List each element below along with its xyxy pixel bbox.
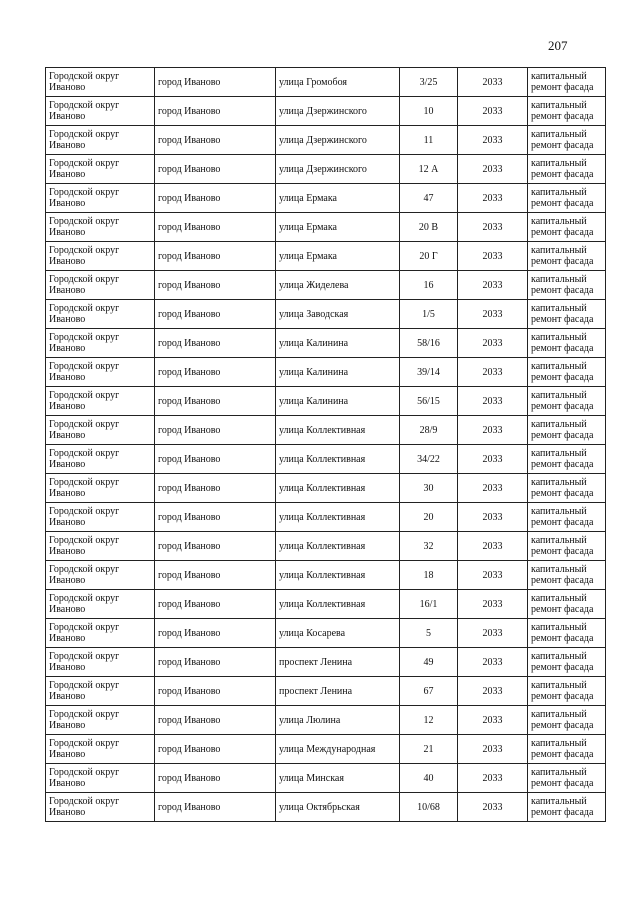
city-cell: город Иваново — [155, 503, 276, 532]
planned-year-cell: 2033 — [458, 184, 528, 213]
street-cell: улица Калинина — [276, 329, 400, 358]
house-number-cell: 39/14 — [400, 358, 458, 387]
house-number-cell: 20 В — [400, 213, 458, 242]
street-cell: улица Международная — [276, 735, 400, 764]
work-type-cell: капитальный ремонт фасада — [528, 184, 606, 213]
work-type-cell: капитальный ремонт фасада — [528, 213, 606, 242]
street-cell: улица Минская — [276, 764, 400, 793]
street-cell: улица Коллективная — [276, 474, 400, 503]
work-type-cell: капитальный ремонт фасада — [528, 764, 606, 793]
planned-year-cell: 2033 — [458, 242, 528, 271]
municipality-cell: Городской округ Иваново — [46, 358, 155, 387]
table-row — [46, 416, 606, 445]
house-number-cell: 3/25 — [400, 68, 458, 97]
work-type-cell: капитальный ремонт фасада — [528, 387, 606, 416]
table-row — [46, 387, 606, 416]
municipality-cell: Городской округ Иваново — [46, 735, 155, 764]
work-type-cell: капитальный ремонт фасада — [528, 590, 606, 619]
city-cell: город Иваново — [155, 155, 276, 184]
table-row — [46, 97, 606, 126]
planned-year-cell: 2033 — [458, 735, 528, 764]
city-cell: город Иваново — [155, 793, 276, 822]
planned-year-cell: 2033 — [458, 271, 528, 300]
planned-year-cell: 2033 — [458, 68, 528, 97]
house-number-cell: 30 — [400, 474, 458, 503]
planned-year-cell: 2033 — [458, 706, 528, 735]
planned-year-cell: 2033 — [458, 619, 528, 648]
city-cell: город Иваново — [155, 706, 276, 735]
work-type-cell: капитальный ремонт фасада — [528, 155, 606, 184]
table-row — [46, 300, 606, 329]
municipality-cell: Городской округ Иваново — [46, 97, 155, 126]
street-cell: улица Коллективная — [276, 532, 400, 561]
table-row — [46, 619, 606, 648]
city-cell: город Иваново — [155, 184, 276, 213]
city-cell: город Иваново — [155, 300, 276, 329]
planned-year-cell: 2033 — [458, 648, 528, 677]
street-cell: улица Громобоя — [276, 68, 400, 97]
city-cell: город Иваново — [155, 329, 276, 358]
house-number-cell: 47 — [400, 184, 458, 213]
municipality-cell: Городской округ Иваново — [46, 677, 155, 706]
planned-year-cell: 2033 — [458, 590, 528, 619]
city-cell: город Иваново — [155, 590, 276, 619]
table-row — [46, 358, 606, 387]
planned-year-cell: 2033 — [458, 387, 528, 416]
house-number-cell: 11 — [400, 126, 458, 155]
municipality-cell: Городской округ Иваново — [46, 213, 155, 242]
municipality-cell: Городской округ Иваново — [46, 474, 155, 503]
street-cell: улица Калинина — [276, 358, 400, 387]
house-number-cell: 12 — [400, 706, 458, 735]
street-cell: улица Коллективная — [276, 416, 400, 445]
planned-year-cell: 2033 — [458, 155, 528, 184]
house-number-cell: 28/9 — [400, 416, 458, 445]
table-row — [46, 242, 606, 271]
work-type-cell: капитальный ремонт фасада — [528, 242, 606, 271]
house-number-cell: 10/68 — [400, 793, 458, 822]
table-row — [46, 126, 606, 155]
planned-year-cell: 2033 — [458, 126, 528, 155]
house-number-cell: 18 — [400, 561, 458, 590]
municipality-cell: Городской округ Иваново — [46, 793, 155, 822]
city-cell: город Иваново — [155, 97, 276, 126]
street-cell: улица Жиделева — [276, 271, 400, 300]
table-row — [46, 329, 606, 358]
street-cell: улица Коллективная — [276, 503, 400, 532]
planned-year-cell: 2033 — [458, 445, 528, 474]
table-body — [46, 68, 606, 822]
work-type-cell: капитальный ремонт фасада — [528, 416, 606, 445]
house-number-cell: 49 — [400, 648, 458, 677]
municipality-cell: Городской округ Иваново — [46, 532, 155, 561]
city-cell: город Иваново — [155, 126, 276, 155]
table-row — [46, 474, 606, 503]
work-type-cell: капитальный ремонт фасада — [528, 561, 606, 590]
work-type-cell: капитальный ремонт фасада — [528, 503, 606, 532]
house-number-cell: 67 — [400, 677, 458, 706]
city-cell: город Иваново — [155, 213, 276, 242]
city-cell: город Иваново — [155, 561, 276, 590]
work-type-cell: капитальный ремонт фасада — [528, 793, 606, 822]
table-row — [46, 155, 606, 184]
table-row — [46, 648, 606, 677]
city-cell: город Иваново — [155, 619, 276, 648]
table-row — [46, 590, 606, 619]
street-cell: улица Дзержинского — [276, 155, 400, 184]
municipality-cell: Городской округ Иваново — [46, 155, 155, 184]
house-number-cell: 1/5 — [400, 300, 458, 329]
house-number-cell: 34/22 — [400, 445, 458, 474]
city-cell: город Иваново — [155, 387, 276, 416]
municipality-cell: Городской округ Иваново — [46, 619, 155, 648]
municipality-cell: Городской округ Иваново — [46, 648, 155, 677]
municipality-cell: Городской округ Иваново — [46, 300, 155, 329]
municipality-cell: Городской округ Иваново — [46, 68, 155, 97]
city-cell: город Иваново — [155, 474, 276, 503]
municipality-cell: Городской округ Иваново — [46, 706, 155, 735]
work-type-cell: капитальный ремонт фасада — [528, 735, 606, 764]
house-number-cell: 20 Г — [400, 242, 458, 271]
house-number-cell: 16/1 — [400, 590, 458, 619]
street-cell: улица Коллективная — [276, 561, 400, 590]
work-type-cell: капитальный ремонт фасада — [528, 706, 606, 735]
planned-year-cell: 2033 — [458, 503, 528, 532]
municipality-cell: Городской округ Иваново — [46, 590, 155, 619]
planned-year-cell: 2033 — [458, 358, 528, 387]
city-cell: город Иваново — [155, 242, 276, 271]
municipality-cell: Городской округ Иваново — [46, 387, 155, 416]
work-type-cell: капитальный ремонт фасада — [528, 619, 606, 648]
municipality-cell: Городской округ Иваново — [46, 126, 155, 155]
planned-year-cell: 2033 — [458, 300, 528, 329]
table-row — [46, 793, 606, 822]
municipality-cell: Городской округ Иваново — [46, 329, 155, 358]
work-type-cell: капитальный ремонт фасада — [528, 300, 606, 329]
street-cell: улица Ермака — [276, 184, 400, 213]
work-type-cell: капитальный ремонт фасада — [528, 677, 606, 706]
house-number-cell: 58/16 — [400, 329, 458, 358]
house-number-cell: 16 — [400, 271, 458, 300]
table-row — [46, 213, 606, 242]
table-row — [46, 706, 606, 735]
house-number-cell: 40 — [400, 764, 458, 793]
planned-year-cell: 2033 — [458, 97, 528, 126]
street-cell: улица Дзержинского — [276, 126, 400, 155]
municipality-cell: Городской округ Иваново — [46, 242, 155, 271]
street-cell: улица Заводская — [276, 300, 400, 329]
table-row — [46, 735, 606, 764]
work-type-cell: капитальный ремонт фасада — [528, 474, 606, 503]
house-number-cell: 32 — [400, 532, 458, 561]
repair-schedule-table — [45, 67, 606, 822]
city-cell: город Иваново — [155, 735, 276, 764]
street-cell: улица Коллективная — [276, 445, 400, 474]
city-cell: город Иваново — [155, 416, 276, 445]
house-number-cell: 21 — [400, 735, 458, 764]
house-number-cell: 56/15 — [400, 387, 458, 416]
street-cell: улица Октябрьская — [276, 793, 400, 822]
municipality-cell: Городской округ Иваново — [46, 445, 155, 474]
planned-year-cell: 2033 — [458, 329, 528, 358]
street-cell: проспект Ленина — [276, 677, 400, 706]
municipality-cell: Городской округ Иваново — [46, 184, 155, 213]
city-cell: город Иваново — [155, 68, 276, 97]
city-cell: город Иваново — [155, 271, 276, 300]
street-cell: улица Ермака — [276, 213, 400, 242]
street-cell: проспект Ленина — [276, 648, 400, 677]
planned-year-cell: 2033 — [458, 764, 528, 793]
municipality-cell: Городской округ Иваново — [46, 764, 155, 793]
planned-year-cell: 2033 — [458, 532, 528, 561]
planned-year-cell: 2033 — [458, 213, 528, 242]
street-cell: улица Люлина — [276, 706, 400, 735]
house-number-cell: 20 — [400, 503, 458, 532]
street-cell: улица Коллективная — [276, 590, 400, 619]
work-type-cell: капитальный ремонт фасада — [528, 532, 606, 561]
house-number-cell: 5 — [400, 619, 458, 648]
city-cell: город Иваново — [155, 764, 276, 793]
street-cell: улица Косарева — [276, 619, 400, 648]
planned-year-cell: 2033 — [458, 561, 528, 590]
page-number: 207 — [548, 38, 568, 53]
municipality-cell: Городской округ Иваново — [46, 503, 155, 532]
table-row — [46, 561, 606, 590]
work-type-cell: капитальный ремонт фасада — [528, 648, 606, 677]
table-row — [46, 68, 606, 97]
planned-year-cell: 2033 — [458, 677, 528, 706]
city-cell: город Иваново — [155, 445, 276, 474]
work-type-cell: капитальный ремонт фасада — [528, 358, 606, 387]
planned-year-cell: 2033 — [458, 474, 528, 503]
house-number-cell: 12 А — [400, 155, 458, 184]
city-cell: город Иваново — [155, 648, 276, 677]
house-number-cell: 10 — [400, 97, 458, 126]
table-row — [46, 184, 606, 213]
work-type-cell: капитальный ремонт фасада — [528, 445, 606, 474]
work-type-cell: капитальный ремонт фасада — [528, 271, 606, 300]
city-cell: город Иваново — [155, 532, 276, 561]
table-row — [46, 532, 606, 561]
city-cell: город Иваново — [155, 358, 276, 387]
street-cell: улица Калинина — [276, 387, 400, 416]
work-type-cell: капитальный ремонт фасада — [528, 126, 606, 155]
table-row — [46, 271, 606, 300]
street-cell: улица Дзержинского — [276, 97, 400, 126]
planned-year-cell: 2033 — [458, 793, 528, 822]
table-row — [46, 503, 606, 532]
work-type-cell: капитальный ремонт фасада — [528, 68, 606, 97]
municipality-cell: Городской округ Иваново — [46, 561, 155, 590]
street-cell: улица Ермака — [276, 242, 400, 271]
table-row — [46, 764, 606, 793]
municipality-cell: Городской округ Иваново — [46, 416, 155, 445]
work-type-cell: капитальный ремонт фасада — [528, 329, 606, 358]
city-cell: город Иваново — [155, 677, 276, 706]
table-row — [46, 445, 606, 474]
table-row — [46, 677, 606, 706]
work-type-cell: капитальный ремонт фасада — [528, 97, 606, 126]
municipality-cell: Городской округ Иваново — [46, 271, 155, 300]
planned-year-cell: 2033 — [458, 416, 528, 445]
